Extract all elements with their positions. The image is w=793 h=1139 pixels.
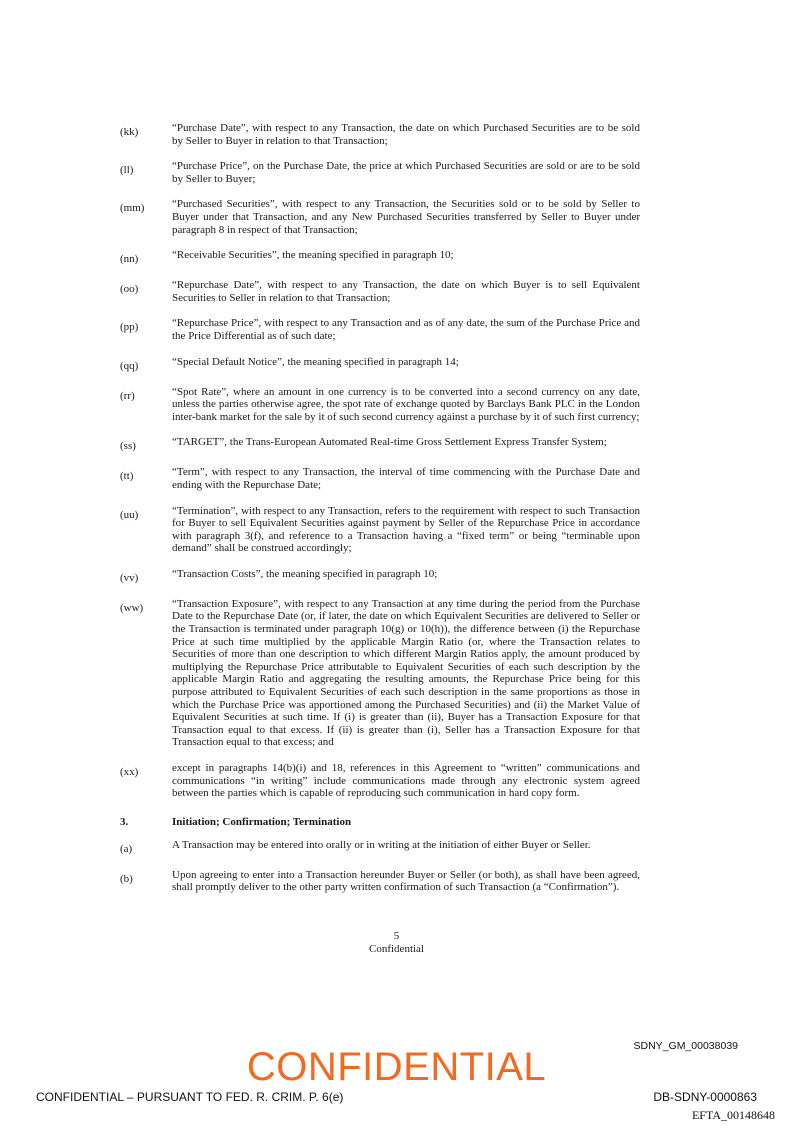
- definition-item: [120, 598, 640, 749]
- definition-item: [120, 317, 640, 342]
- definition-item-text: “Purchased Securities”, with respect to any Transaction, the Securities sold or to be sold by Seller to Buyer under that Transaction, and any New Purchased Securities transferred by Seller to Buyer under paragraph 8 in respect of that Transaction;: [172, 198, 640, 236]
- definition-item-text: “Transaction Exposure”, with respect to any Transaction at any time during the period from the Purchase Date to the Repurchase Date (or, if later, the date on which Equivalent Securities are delivered to Seller or the Transaction is terminated under paragraph 10(g) or 10(h)), the difference between (i) the Repurchase Price at such time multiplied by the applicable Margin Ratio (or, where the Transaction relates to Securities of more than one description to which different Margin Ratios apply, the amount produced by multiplying the Repurchase Price attributable to Equivalent Securities of each such description by the applicable Margin Ratio and aggregating the resulting amounts, the Repurchase Price being for this purpose attributed to Equivalent Securities of each such description in the same proportions as those in which the Purchase Price was apportioned among the Purchased Securities) and (ii) the Market Value of Equivalent Securities at such time. If (i) is greater than (ii), Buyer has a Transaction Exposure for that Transaction equal to that excess. If (ii) is greater than (i), Seller has a Transaction Exposure for that Transaction equal to that excess; and: [172, 597, 640, 749]
- definition-item: [120, 568, 640, 585]
- section-heading: [120, 816, 640, 828]
- definition-item-label: (rr): [120, 389, 135, 402]
- definition-item-label: (nn): [120, 253, 139, 266]
- section-item: [120, 869, 640, 894]
- section-item-label: (b): [120, 872, 133, 885]
- definition-item-label: (qq): [120, 359, 139, 372]
- sdny-gm-stamp: SDNY_GM_00038039: [633, 1040, 738, 1052]
- page-number: 5: [393, 930, 400, 942]
- confidential-watermark: CONFIDENTIAL: [246, 1045, 547, 1089]
- document-body: [120, 122, 640, 907]
- definition-item-label: (uu): [120, 508, 139, 521]
- definition-item-label: (ll): [120, 164, 134, 177]
- definition-item-text: “Purchase Price”, on the Purchase Date, the price at which Purchased Securities are sold or are to be sold by Seller to Buyer;: [172, 160, 640, 185]
- definition-item: [120, 198, 640, 236]
- section-item-label: (a): [120, 842, 133, 855]
- definition-item-text: “Transaction Costs”, the meaning specified in paragraph 10;: [172, 567, 438, 580]
- definition-item-text: “Repurchase Date”, with respect to any Transaction, the date on which Buyer is to sell Equivalent Securities to Seller in relation to that Transaction;: [172, 279, 640, 304]
- definition-item-text: “Repurchase Price”, with respect to any Transaction and as of any date, the sum of the Purchase Price and the Price Differential as of such date;: [172, 317, 640, 342]
- definition-item: [120, 386, 640, 424]
- section-title: Initiation; Confirmation; Termination: [172, 815, 352, 828]
- definition-item: [120, 466, 640, 491]
- definition-item-label: (kk): [120, 126, 139, 138]
- definition-item-label: (pp): [120, 321, 139, 334]
- page-footer: [0, 930, 793, 956]
- definition-item: [120, 122, 640, 147]
- definition-item-text: “Special Default Notice”, the meaning specified in paragraph 14;: [172, 355, 459, 368]
- section-item-text: A Transaction may be entered into orally or in writing at the initiation of either Buyer or Seller.: [172, 838, 591, 851]
- definition-item-text: “TARGET”, the Trans-European Automated Real-time Gross Settlement Express Transfer System;: [172, 436, 607, 449]
- definitions-list: [120, 122, 640, 800]
- definition-item-text: “Purchase Date”, with respect to any Transaction, the date on which Purchased Securities are to be sold by Seller to Buyer in relation to that Transaction;: [172, 122, 640, 147]
- definition-item-text: except in paragraphs 14(b)(i) and 18, references in this Agreement to “written” communications and communications “in writing” include communications made through any electronic system agreed between the parties which is capable of reproducing such communication in hard copy form.: [172, 762, 640, 800]
- section-number: 3.: [120, 815, 129, 828]
- section-item: [120, 839, 640, 856]
- definition-item-text: “Term”, with respect to any Transaction, the interval of time commencing with the Purchase Date and ending with the Repurchase Date;: [172, 466, 640, 491]
- definition-item: [120, 356, 640, 373]
- definition-item-text: “Termination”, with respect to any Transaction, refers to the requirement with respect to such Transaction for Buyer to sell Equivalent Securities against payment by Seller of the Repurchase Price in accordance with paragraph 3(f), and reference to a Transaction having a “fixed term” or being “terminable upon demand” shall be construed accordingly;: [172, 504, 640, 555]
- grand-jury-notice: CONFIDENTIAL – PURSUANT TO FED. R. CRIM. P. 6(e): [36, 1090, 344, 1104]
- definition-item: [120, 160, 640, 185]
- definition-item-label: (xx): [120, 766, 139, 778]
- definition-item-label: (ss): [120, 440, 136, 453]
- definition-item-text: “Spot Rate”, where an amount in one currency is to be converted into a second currency on any date, unless the parties otherwise agree, the spot rate of exchange quoted by Barclays Bank PLC in the London inter-bank market for the sale by it of such second currency against a purchase by it of such first currency;: [172, 385, 640, 423]
- page-classification: Confidential: [369, 943, 424, 955]
- definition-item-label: (oo): [120, 283, 139, 296]
- definition-item: [120, 505, 640, 555]
- efta-bates-number: EFTA_00148648: [691, 1108, 775, 1122]
- db-sdny-bates-number: DB-SDNY-0000863: [653, 1090, 757, 1104]
- definition-item-text: “Receivable Securities”, the meaning specified in paragraph 10;: [172, 249, 454, 262]
- definition-item: [120, 762, 640, 800]
- definition-item: [120, 249, 640, 266]
- definition-item: [120, 279, 640, 304]
- definition-item-label: (mm): [120, 202, 145, 215]
- section-item-text: Upon agreeing to enter into a Transaction hereunder Buyer or Seller (or both), as shall have been agreed, shall promptly deliver to the other party written confirmation of such Transaction (a “Confirmation”).: [172, 868, 640, 894]
- definition-item-label: (ww): [120, 601, 144, 614]
- section-items-list: [120, 839, 640, 894]
- definition-item: [120, 436, 640, 453]
- definition-item-label: (vv): [120, 571, 139, 584]
- definition-item-label: (tt): [120, 470, 134, 483]
